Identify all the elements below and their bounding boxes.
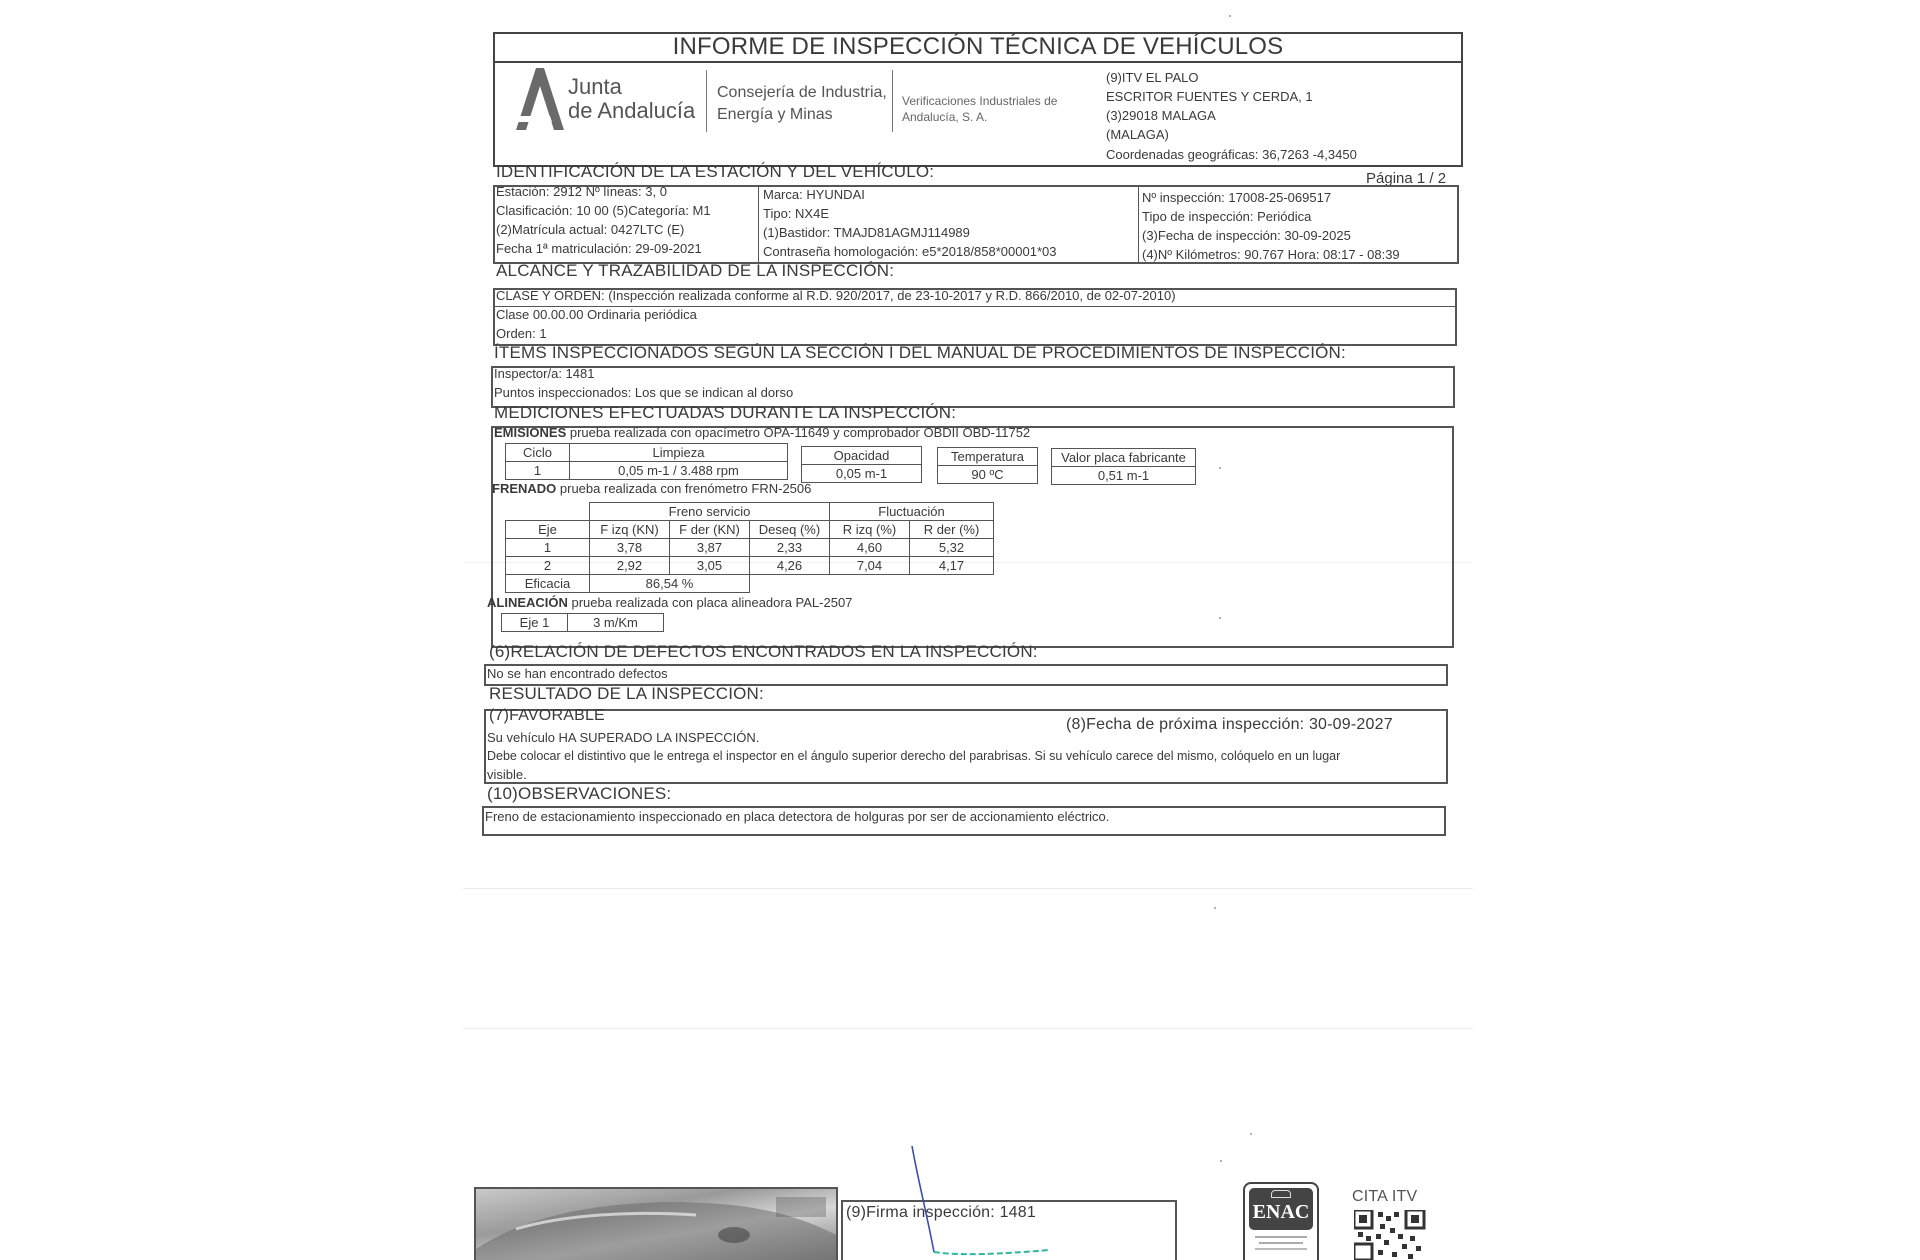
eficacia-value: 86,54 % bbox=[590, 575, 750, 593]
scan-speck bbox=[1250, 1133, 1252, 1135]
scan-speck bbox=[1219, 467, 1221, 469]
frenado-table bbox=[505, 502, 994, 593]
ident-col3-line: Nº inspección: 17008-25-069517 bbox=[1142, 190, 1332, 205]
ident-col3-line: Tipo de inspección: Periódica bbox=[1142, 209, 1312, 224]
brake-cell: 5,32 bbox=[910, 539, 994, 557]
favorable-text: (7)FAVORABLE bbox=[489, 707, 605, 724]
identificacion-heading: IDENTIFICACIÓN DE LA ESTACIÓN Y DEL VEHÍCULO: bbox=[496, 162, 935, 181]
ciclo-header: Ciclo bbox=[506, 444, 570, 462]
brake-cell: 7,04 bbox=[830, 557, 910, 575]
enac-fine-print bbox=[1255, 1248, 1307, 1250]
brake-col-header: F izq (KN) bbox=[590, 521, 670, 539]
ident-col-divider bbox=[1138, 185, 1139, 264]
placa-header: Valor placa fabricante bbox=[1052, 449, 1196, 467]
brake-cell: 2,92 bbox=[590, 557, 670, 575]
station-line: (9)ITV EL PALO bbox=[1106, 70, 1199, 85]
opacidad-table bbox=[801, 446, 922, 483]
ident-col2-line: Contraseña homologación: e5*2018/858*00001*03 bbox=[763, 244, 1057, 259]
placa-value: 0,51 m-1 bbox=[1052, 467, 1196, 485]
resultado-heading: RESULTADO DE LA INSPECCIÓN: bbox=[489, 684, 764, 703]
brake-cell: 2 bbox=[506, 557, 590, 575]
logo-text-line2: de Andalucía bbox=[568, 98, 696, 123]
frenado-desc: prueba realizada con frenómetro FRN-2506 bbox=[556, 481, 812, 496]
temperatura-header: Temperatura bbox=[938, 448, 1038, 466]
ident-col1-line: Estación: 2912 Nº líneas: 3, 0 bbox=[496, 184, 667, 199]
resultado-line2: Debe colocar el distintivo que le entrega el inspector en el ángulo superior derecho del parabrisas. Si su vehículo carece del mismo, colóquelo en un lugar bbox=[487, 749, 1341, 763]
observaciones-heading: (10)OBSERVACIONES: bbox=[487, 784, 672, 803]
brake-cell: 4,17 bbox=[910, 557, 994, 575]
table-row bbox=[506, 539, 994, 557]
alineacion-label: ALINEACIÓN bbox=[487, 595, 568, 610]
limpieza-header: Limpieza bbox=[570, 444, 788, 462]
emisiones-table bbox=[505, 443, 788, 480]
items-heading: ÍTEMS INSPECCIONADOS SEGÚN LA SECCIÓN I DEL MANUAL DE PROCEDIMIENTOS DE INSPECCIÓN: bbox=[494, 343, 1346, 362]
scan-line bbox=[463, 888, 1473, 889]
ident-col2-line: Marca: HYUNDAI bbox=[763, 187, 865, 202]
mediciones-heading: MEDICIONES EFECTUADAS DURANTE LA INSPECCIÓN: bbox=[494, 403, 957, 422]
frenado-label: FRENADO bbox=[492, 481, 557, 496]
enac-text: ENAC bbox=[1252, 1201, 1310, 1223]
junta-andalucia-logo-icon bbox=[514, 68, 564, 130]
firma-label: (9)Firma inspección: 1481 bbox=[846, 1204, 1036, 1221]
brake-cell: 4,60 bbox=[830, 539, 910, 557]
brake-col-header: Eje bbox=[506, 521, 590, 539]
emisiones-label: EMISIONES bbox=[494, 425, 567, 440]
scan-speck bbox=[1219, 617, 1221, 619]
table-row bbox=[506, 575, 994, 593]
inspector-text: Inspector/a: 1481 bbox=[494, 366, 595, 381]
enac-crown-icon bbox=[1271, 1190, 1291, 1198]
ident-col1-line: Fecha 1ª matriculación: 29-09-2021 bbox=[496, 241, 702, 256]
scan-speck bbox=[1229, 15, 1231, 17]
cita-itv-label: CITA ITV bbox=[1352, 1188, 1418, 1205]
puntos-text: Puntos inspeccionados: Los que se indican al dorso bbox=[494, 385, 794, 400]
temperatura-table bbox=[937, 447, 1038, 484]
logo-divider bbox=[706, 70, 707, 132]
table-row bbox=[506, 557, 994, 575]
freno-servicio-header: Freno servicio bbox=[590, 503, 830, 521]
ident-col1-line: (2)Matrícula actual: 0427LTC (E) bbox=[496, 222, 685, 237]
enac-fine-print bbox=[1259, 1242, 1303, 1244]
frenado-line bbox=[492, 481, 811, 496]
logo-text-line1: Junta bbox=[568, 74, 622, 99]
ident-col2-line: Tipo: NX4E bbox=[763, 206, 829, 221]
orden-text: Orden: 1 bbox=[496, 326, 547, 341]
ident-col1-line: Clasificación: 10 00 (5)Categoría: M1 bbox=[496, 203, 711, 218]
vehicle-silhouette-icon bbox=[476, 1189, 838, 1260]
brake-col-header: R der (%) bbox=[910, 521, 994, 539]
brake-col-header: Deseq (%) bbox=[750, 521, 830, 539]
limpieza-value: 0,05 m-1 / 3.488 rpm bbox=[570, 462, 788, 480]
defectos-text: No se han encontrado defectos bbox=[487, 666, 668, 681]
ident-col3-line: (3)Fecha de inspección: 30-09-2025 bbox=[1142, 228, 1351, 243]
ident-col3-line: (4)Nº Kilómetros: 90.767 Hora: 08:17 - 08:39 bbox=[1142, 247, 1400, 262]
consejeria-line2: Energía y Minas bbox=[717, 106, 833, 123]
coordinates: Coordenadas geográficas: 36,7263 -4,3450 bbox=[1106, 147, 1357, 162]
brake-cell: 2,33 bbox=[750, 539, 830, 557]
alcance-heading: ALCANCE Y TRAZABILIDAD DE LA INSPECCIÓN: bbox=[496, 261, 895, 280]
station-line: (MALAGA) bbox=[1106, 127, 1169, 142]
ciclo-value: 1 bbox=[506, 462, 570, 480]
consejeria-divider bbox=[892, 70, 893, 132]
station-line: (3)29018 MALAGA bbox=[1106, 108, 1216, 123]
ident-col-divider bbox=[758, 185, 759, 264]
proxima-inspeccion: (8)Fecha de próxima inspección: 30-09-2027 bbox=[1066, 716, 1393, 733]
emisiones-line bbox=[494, 425, 1030, 440]
brake-cell: 1 bbox=[506, 539, 590, 557]
vehicle-photo bbox=[474, 1187, 838, 1260]
emisiones-desc: prueba realizada con opacímetro OPA-11649 y comprobador OBDII OBD-11752 bbox=[566, 425, 1031, 440]
brake-col-header: R izq (%) bbox=[830, 521, 910, 539]
resultado-line3: visible. bbox=[487, 767, 527, 782]
opacidad-header: Opacidad bbox=[802, 447, 922, 465]
consejeria-line1: Consejería de Industria, bbox=[717, 84, 887, 101]
page-number: Página 1 / 2 bbox=[1366, 170, 1447, 187]
defectos-heading: (6)RELACIÓN DE DEFECTOS ENCONTRADOS EN LA INSPECCIÓN: bbox=[489, 642, 1038, 661]
eficacia-label: Eficacia bbox=[506, 575, 590, 593]
brake-cell: 3,78 bbox=[590, 539, 670, 557]
eje-value: 3 m/Km bbox=[568, 614, 664, 632]
brake-cell: 3,87 bbox=[670, 539, 750, 557]
verificaciones-line2: Andalucía, S. A. bbox=[902, 110, 988, 124]
scan-line bbox=[463, 1028, 1473, 1029]
station-line: ESCRITOR FUENTES Y CERDA, 1 bbox=[1106, 89, 1313, 104]
alineacion-table bbox=[501, 613, 664, 632]
brake-cell: 4,26 bbox=[750, 557, 830, 575]
eje-label: Eje 1 bbox=[502, 614, 568, 632]
enac-badge bbox=[1243, 1182, 1319, 1260]
clase-text: Clase 00.00.00 Ordinaria periódica bbox=[496, 307, 697, 322]
ident-col2-line: (1)Bastidor: TMAJD81AGMJ114989 bbox=[763, 225, 970, 240]
scan-speck bbox=[1220, 1160, 1222, 1162]
alineacion-desc: prueba realizada con placa alineadora PAL-2507 bbox=[567, 595, 853, 610]
resultado-line1: Su vehículo HA SUPERADO LA INSPECCIÓN. bbox=[487, 730, 760, 745]
clase-orden-text: CLASE Y ORDEN: (Inspección realizada conforme al R.D. 920/2017, de 23-10-2017 y R.D. 866/2010, de 02-07-2010) bbox=[496, 288, 1176, 303]
signature-stroke-icon bbox=[900, 1140, 1060, 1260]
qr-code-icon bbox=[1354, 1210, 1426, 1260]
opacidad-value: 0,05 m-1 bbox=[802, 465, 922, 483]
scan-speck bbox=[1214, 907, 1216, 909]
placa-table bbox=[1051, 448, 1196, 485]
alineacion-line bbox=[487, 595, 852, 610]
observaciones-text: Freno de estacionamiento inspeccionado en placa detectora de holguras por ser de accionamiento eléctrico. bbox=[485, 809, 1110, 824]
page-title: INFORME DE INSPECCIÓN TÉCNICA DE VEHÍCULOS bbox=[672, 33, 1284, 60]
brake-col-header: F der (KN) bbox=[670, 521, 750, 539]
enac-fine-print bbox=[1255, 1236, 1307, 1238]
brake-cell: 3,05 bbox=[670, 557, 750, 575]
verificaciones-line1: Verificaciones Industriales de bbox=[902, 94, 1058, 108]
fluctuacion-header: Fluctuación bbox=[830, 503, 994, 521]
temperatura-value: 90 ºC bbox=[938, 466, 1038, 484]
